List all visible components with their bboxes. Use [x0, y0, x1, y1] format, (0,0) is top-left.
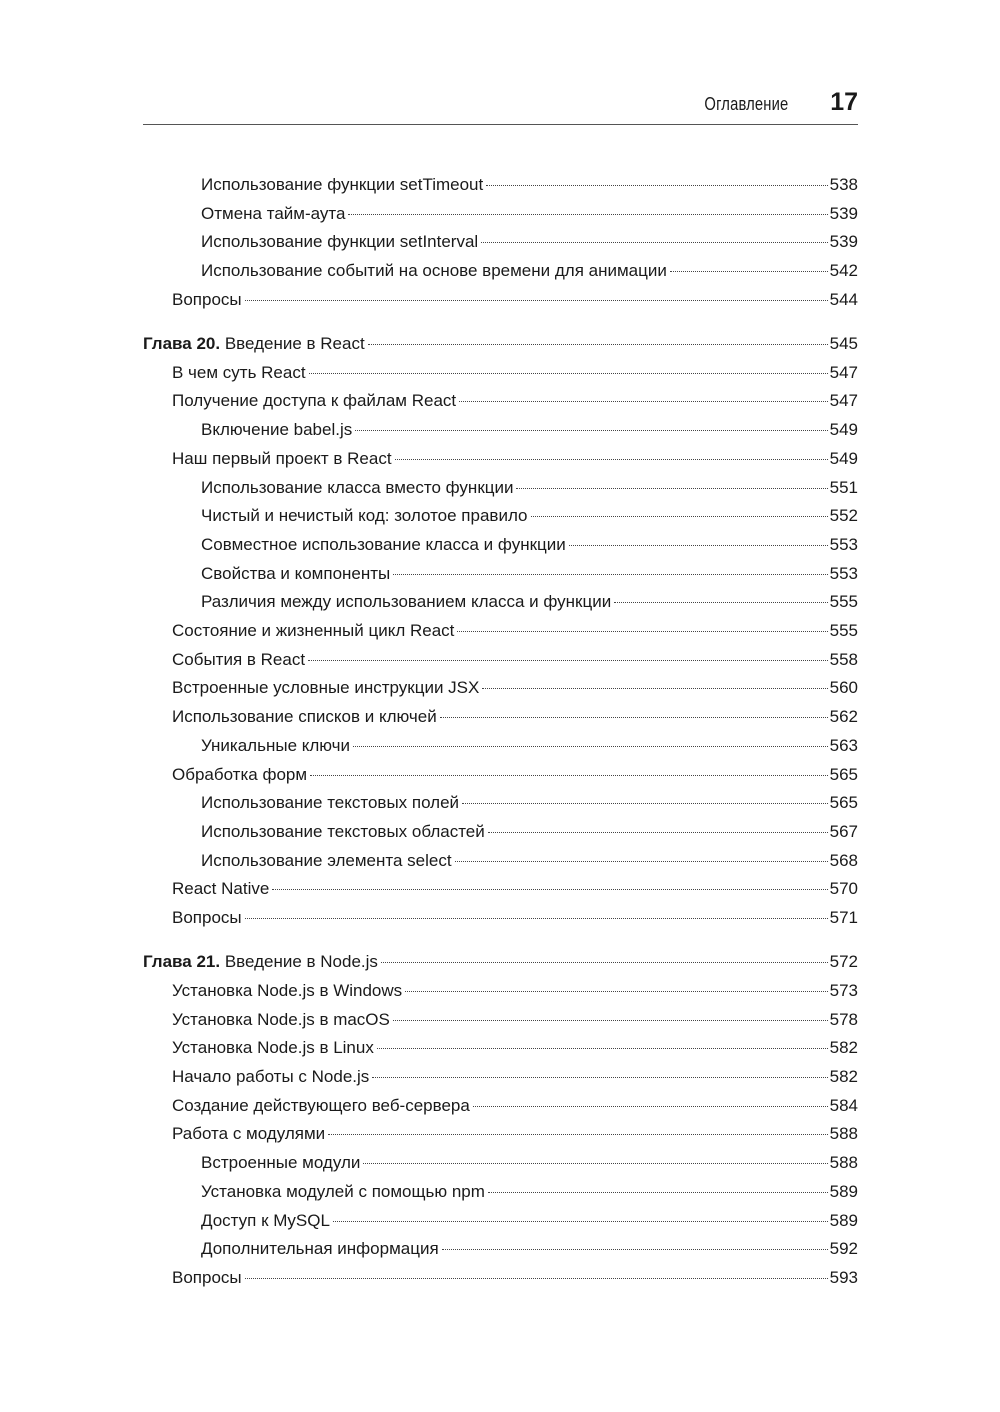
dot-leader: [473, 1106, 828, 1107]
dot-leader: [333, 1221, 828, 1222]
toc-row: [143, 705, 858, 729]
entry-text: Свойства и компоненты: [201, 563, 391, 583]
toc-entry-title: [201, 820, 485, 844]
toc-page-number: 538: [829, 175, 858, 194]
toc-page-number: 584: [829, 1095, 858, 1115]
toc-page-number: 547: [829, 391, 858, 411]
toc-page-number: 572: [829, 952, 858, 972]
entry-text: Установка Node.js в macOS: [172, 1009, 390, 1029]
toc-entry-title: [201, 476, 513, 500]
entry-text: Установка Node.js в Windows: [172, 980, 403, 1000]
dot-leader: [393, 574, 827, 575]
dot-leader: [614, 602, 827, 603]
toc-page-number: 571: [829, 908, 858, 927]
entry-text: Получение доступа к файлам React: [172, 391, 457, 411]
toc-page-number: 544: [829, 289, 858, 309]
toc-entry-title: [201, 504, 528, 528]
toc-page-number: 555: [829, 592, 858, 612]
entry-text: Использование элемента select: [201, 850, 452, 870]
entry-text: Введение в React: [224, 334, 365, 353]
toc-entry-title: [201, 533, 566, 557]
toc-row: [143, 590, 858, 614]
toc-entry-title: [172, 877, 269, 901]
toc-row: [143, 230, 858, 254]
dot-leader: [440, 717, 828, 718]
dot-leader: [516, 488, 827, 489]
toc-entry-title: [172, 1094, 470, 1118]
entry-text: Чистый и нечистый код: золотое правило: [201, 506, 528, 526]
toc-entry-title: [172, 979, 402, 1003]
dot-leader: [377, 1048, 828, 1049]
toc-row: [143, 1008, 858, 1032]
dot-leader: [455, 861, 828, 862]
toc-page-number: 578: [829, 1009, 858, 1029]
toc-row: [143, 447, 858, 471]
page-number: 17: [830, 88, 858, 116]
dot-leader: [381, 962, 828, 963]
toc-entry-title: [172, 288, 242, 312]
toc-row: [143, 1209, 858, 1233]
dot-leader: [328, 1134, 827, 1135]
toc-row: [143, 1122, 858, 1146]
entry-text: Установка модулей с помощью npm: [201, 1181, 485, 1201]
toc-page-number: 539: [829, 232, 858, 252]
entry-text: Использование текстовых областей: [201, 821, 485, 841]
entry-text: Доступ к MySQL: [201, 1210, 330, 1230]
toc-entry-title: [172, 619, 454, 643]
dot-leader: [395, 459, 828, 460]
toc-page-number: 552: [829, 506, 858, 526]
dot-leader: [372, 1077, 827, 1078]
toc-entry-title: [172, 1008, 390, 1032]
toc-row: [143, 259, 858, 283]
entry-text: Состояние и жизненный цикл React: [172, 621, 455, 640]
toc-entry-title: [172, 1266, 242, 1290]
entry-text: Вопросы: [172, 289, 242, 309]
chapter-label: Глава 20.: [143, 334, 221, 353]
dot-leader: [462, 803, 828, 804]
dot-leader: [482, 688, 827, 689]
entry-text: Создание действующего веб-сервера: [172, 1095, 470, 1115]
entry-text: Использование списков и ключей: [172, 707, 437, 727]
entry-text: Начало работы с Node.js: [172, 1067, 370, 1086]
toc-page-number: 570: [829, 879, 858, 899]
toc-row: [143, 288, 858, 312]
toc-page-number: 551: [829, 477, 858, 497]
toc-entry-title: [201, 562, 390, 586]
dot-leader: [368, 344, 828, 345]
toc-row: [143, 820, 858, 844]
toc-row: [143, 1065, 858, 1089]
dot-leader: [670, 271, 828, 272]
toc-entry-title: [172, 389, 456, 413]
toc-entry-title: [201, 1151, 360, 1175]
toc-page-number: 589: [829, 1181, 858, 1201]
entry-text: Обработка форм: [172, 764, 308, 784]
toc-entry-title: [201, 259, 667, 283]
dot-leader: [405, 991, 827, 992]
toc-chapter-row: [143, 332, 858, 356]
toc-entry-title: [201, 230, 478, 254]
dot-leader: [309, 373, 828, 374]
toc-page-number: 563: [829, 735, 858, 755]
entry-text: Работа с модулями: [172, 1124, 326, 1144]
toc-page-number: 549: [829, 420, 858, 440]
toc-row: [143, 202, 858, 226]
toc-page-number: 553: [829, 534, 858, 554]
toc-page-number: 588: [829, 1153, 858, 1173]
dot-leader: [348, 214, 827, 215]
entry-text: Использование текстовых полей: [201, 793, 460, 813]
entry-text: React Native: [172, 879, 270, 899]
dot-leader: [488, 1192, 828, 1193]
toc-row: [143, 1036, 858, 1060]
toc-row: [143, 1237, 858, 1261]
toc-entry-title: [201, 734, 350, 758]
toc-entry-title: [172, 906, 242, 930]
entry-text: Использование класса вместо функции: [201, 477, 514, 497]
toc-row: [143, 734, 858, 758]
entry-text: Установка Node.js в Linux: [172, 1038, 374, 1058]
dot-leader: [486, 185, 827, 186]
dot-leader: [245, 1278, 828, 1279]
toc-entry-title: [201, 202, 345, 226]
toc-entry-title: [172, 361, 306, 385]
toc-row: [143, 676, 858, 700]
toc-row: [143, 562, 858, 586]
toc-page-number: 582: [829, 1067, 858, 1086]
toc-entry-title: [201, 791, 459, 815]
dot-leader: [245, 918, 828, 919]
toc-row: [143, 877, 858, 901]
dot-leader: [457, 631, 827, 632]
dot-leader: [459, 401, 828, 402]
toc-page-number: 542: [829, 261, 858, 281]
entry-text: Наш первый проект в React: [172, 448, 392, 468]
toc-entry-title: [172, 447, 392, 471]
entry-text: Введение в Node.js: [224, 952, 378, 972]
toc-row: [143, 476, 858, 500]
toc-row: [143, 648, 858, 672]
toc-entry-title: [172, 648, 305, 672]
dot-leader: [393, 1020, 828, 1021]
entry-text: Дополнительная информация: [201, 1239, 439, 1259]
toc-entry-title: [172, 1122, 325, 1146]
dot-leader: [531, 516, 828, 517]
toc-page-number: 558: [829, 649, 858, 669]
toc-row: [143, 906, 858, 930]
dot-leader: [442, 1249, 828, 1250]
entry-text: Включение babel.js: [201, 420, 353, 440]
toc-chapter-row: [143, 950, 858, 974]
toc-page-number: 568: [829, 850, 858, 870]
toc-row: [143, 418, 858, 442]
toc-page-number: 553: [829, 563, 858, 583]
toc-page-number: 593: [829, 1267, 858, 1287]
toc-page-number: 567: [829, 821, 858, 841]
dot-leader: [363, 1163, 827, 1164]
toc-entry-title: [201, 849, 452, 873]
dot-leader: [355, 430, 827, 431]
toc-page-number: 565: [829, 793, 858, 813]
toc-entry-title: [201, 1209, 330, 1233]
toc-page-number: 592: [829, 1239, 858, 1259]
running-title: Оглавление: [704, 94, 788, 114]
chapter-label: Глава 21.: [143, 952, 221, 972]
toc-page-number: 565: [829, 764, 858, 784]
toc-page-number: 588: [829, 1124, 858, 1144]
toc-entry-title: [201, 173, 483, 197]
entry-text: Встроенные условные инструкции JSX: [172, 678, 480, 698]
entry-text: События в React: [172, 649, 306, 669]
dot-leader: [245, 300, 828, 301]
toc-entry-title: [201, 590, 611, 614]
toc-row: [143, 979, 858, 1003]
entry-text: Вопросы: [172, 908, 242, 927]
toc-entry-title: [172, 1036, 374, 1060]
toc-row: [143, 361, 858, 385]
toc-entry-title: [201, 1180, 485, 1204]
toc-entry-title: [201, 1237, 439, 1261]
dot-leader: [353, 746, 828, 747]
entry-text: Использование функции setInterval: [201, 232, 479, 252]
toc-page-number: 545: [829, 334, 858, 353]
toc-entry-title: [172, 1065, 369, 1089]
toc-entry-title: [172, 705, 437, 729]
toc-entry-title: [143, 950, 378, 974]
toc-page-number: 547: [829, 362, 858, 382]
entry-text: Использование функции setTimeout: [201, 175, 484, 194]
toc-page-number: 562: [829, 707, 858, 727]
entry-text: В чем суть React: [172, 362, 306, 382]
entry-text: Использование событий на основе времени для анимации: [201, 261, 667, 281]
toc-row: [143, 1151, 858, 1175]
entry-text: Вопросы: [172, 1267, 242, 1287]
toc-row: [143, 1094, 858, 1118]
toc-row: [143, 389, 858, 413]
toc-row: [143, 619, 858, 643]
toc-entry-title: [172, 763, 307, 787]
toc-page-number: 549: [829, 448, 858, 468]
toc-row: [143, 1180, 858, 1204]
entry-text: Уникальные ключи: [201, 735, 351, 755]
toc-entry-title: [201, 418, 352, 442]
toc-page-number: 555: [829, 621, 858, 640]
toc-row: [143, 173, 858, 197]
toc-row: [143, 504, 858, 528]
dot-leader: [310, 775, 828, 776]
entry-text: Встроенные модули: [201, 1153, 361, 1173]
dot-leader: [308, 660, 828, 661]
toc-row: [143, 763, 858, 787]
toc-page-number: 589: [829, 1210, 858, 1230]
toc-row: [143, 849, 858, 873]
dot-leader: [488, 832, 828, 833]
toc-row: [143, 533, 858, 557]
toc-entry-title: [143, 332, 365, 356]
toc-page-number: 573: [829, 980, 858, 1000]
dot-leader: [481, 242, 827, 243]
entry-text: Отмена тайм-аута: [201, 203, 346, 223]
toc-page-number: 539: [829, 203, 858, 223]
toc-page-number: 560: [829, 678, 858, 698]
entry-text: Различия между использованием класса и функции: [201, 592, 612, 612]
page-header: [143, 84, 858, 125]
toc-row: [143, 1266, 858, 1290]
dot-leader: [272, 889, 827, 890]
toc-page-number: 582: [829, 1038, 858, 1058]
toc-row: [143, 791, 858, 815]
entry-text: Совместное использование класса и функции: [201, 534, 566, 554]
dot-leader: [569, 545, 828, 546]
toc-entry-title: [172, 676, 479, 700]
